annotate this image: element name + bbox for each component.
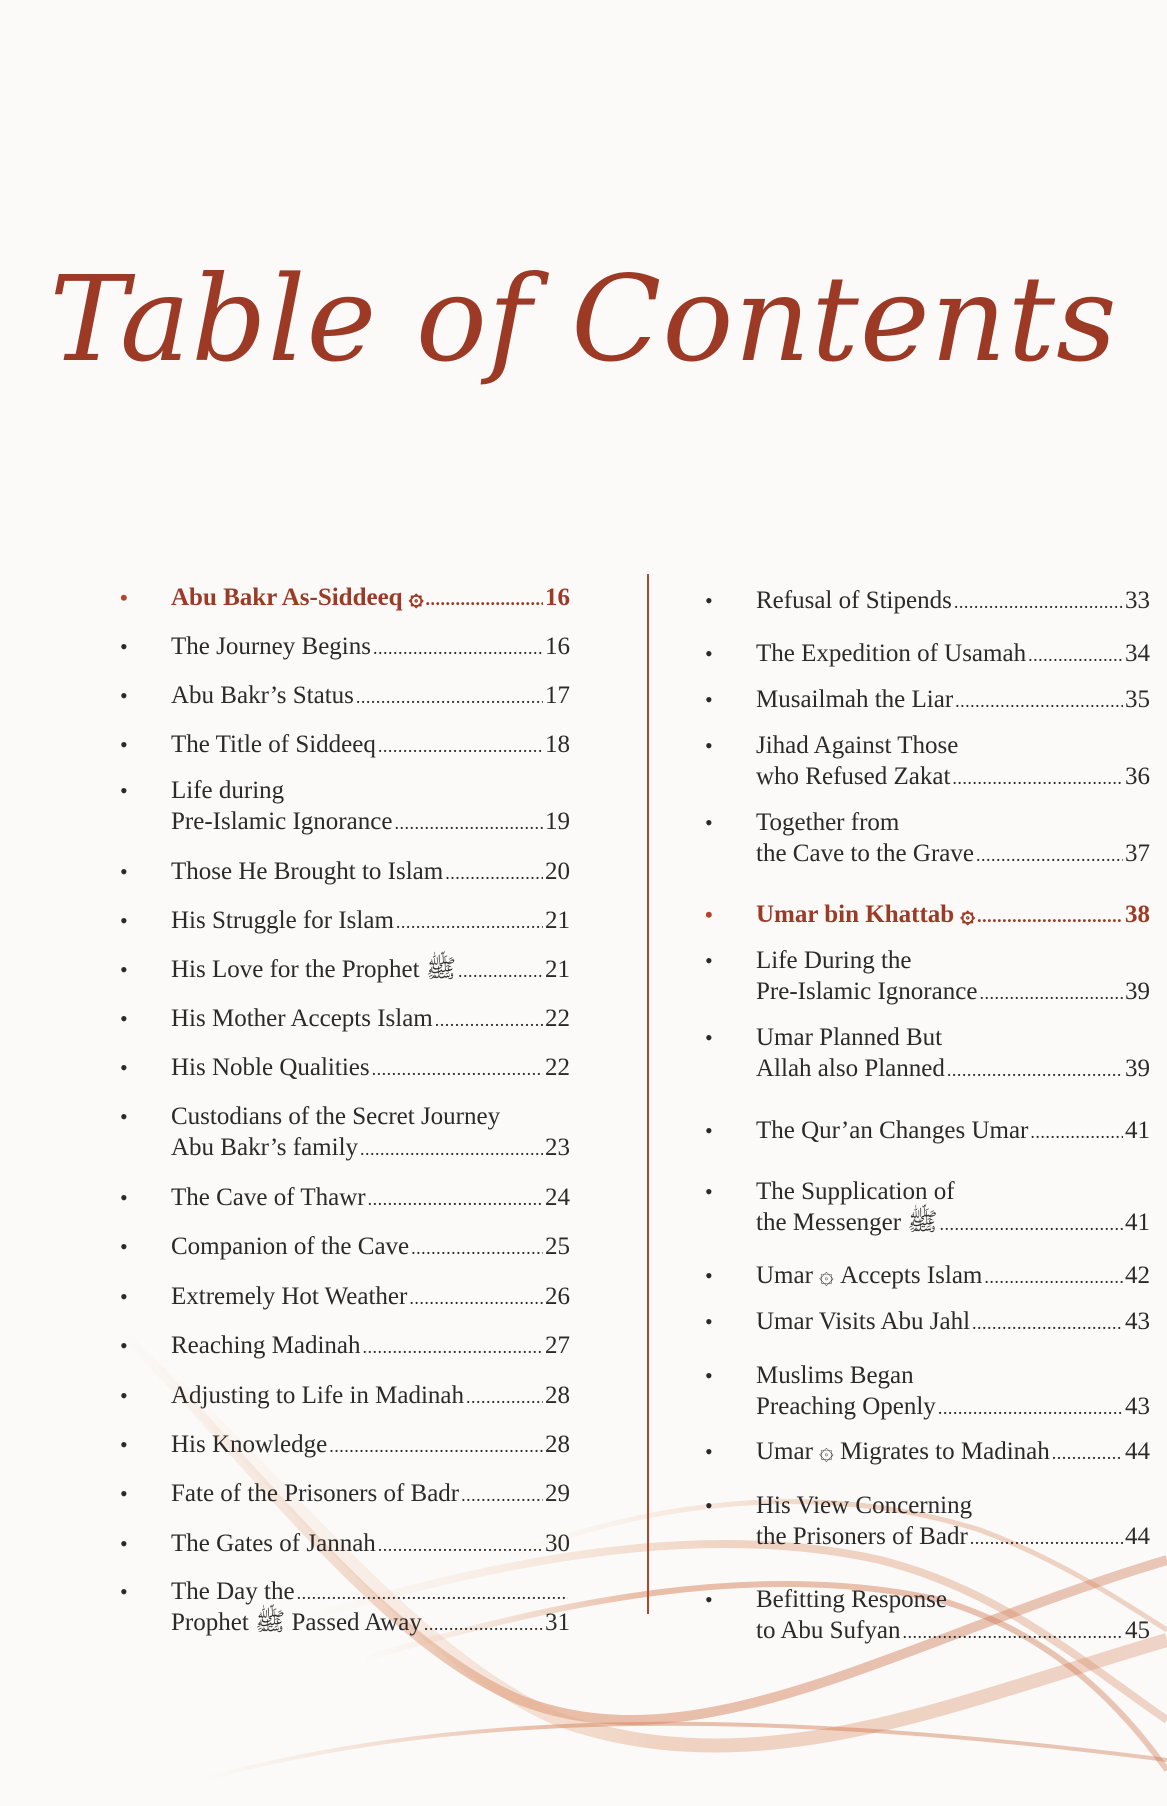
bullet: •	[120, 957, 128, 982]
entry-title-line: Muslims Began	[756, 1362, 914, 1389]
page-number: 25	[545, 1233, 570, 1260]
entry-title: The Gates of Jannah	[171, 1530, 376, 1557]
entry-title: Reaching Madinah	[171, 1332, 361, 1359]
bullet: •	[705, 948, 713, 973]
entry-title: Companion of the Cave	[171, 1233, 410, 1260]
entry-title-line: Allah also Planned	[756, 1055, 945, 1082]
page-number: 30	[545, 1530, 570, 1557]
entry-title: Refusal of Stipends	[756, 587, 952, 614]
entry-title-line: Preaching Openly	[756, 1393, 936, 1420]
bullet: •	[120, 778, 128, 803]
page-number: 35	[1125, 686, 1150, 713]
entry-title-line: the Cave to the Grave	[756, 840, 974, 867]
entry-title-line: Befitting Response	[756, 1586, 947, 1613]
page-number: 44	[1125, 1438, 1150, 1465]
column-divider	[647, 574, 649, 1614]
page-number: 21	[545, 956, 570, 983]
page-number: 39	[1125, 1055, 1150, 1082]
bullet: •	[120, 1055, 128, 1080]
bullet: •	[120, 732, 128, 757]
bullet: •	[120, 634, 128, 659]
page-number: 37	[1125, 840, 1150, 867]
bullet: •	[120, 1185, 128, 1210]
page-number: 22	[545, 1054, 570, 1081]
bullet: •	[705, 1493, 713, 1518]
entry-title: Umar bin Khattab ۞	[756, 901, 976, 928]
bullet: •	[705, 902, 713, 927]
entry-title-line: Life during	[171, 777, 285, 804]
bullet: •	[705, 1263, 713, 1288]
entry-title: Umar Visits Abu Jahl	[756, 1308, 971, 1335]
bullet: •	[705, 1363, 713, 1388]
entry-title-line: The Day the	[171, 1578, 295, 1605]
bullet: •	[120, 859, 128, 884]
bullet: •	[120, 1579, 128, 1604]
page-number: 42	[1125, 1262, 1150, 1289]
page-number: 22	[545, 1005, 570, 1032]
bullet: •	[120, 1284, 128, 1309]
entry-title: Extremely Hot Weather	[171, 1283, 408, 1310]
bullet: •	[705, 1439, 713, 1464]
page-number: 16	[545, 633, 570, 660]
page-title: Table of Contents	[49, 250, 1118, 388]
bullet: •	[120, 1104, 128, 1129]
entry-title: Abu Bakr’s Status	[171, 682, 354, 709]
entry-title: The Expedition of Usamah	[756, 640, 1027, 667]
entry-title-line: Pre-Islamic Ignorance	[756, 978, 978, 1005]
entry-title-line: the Messenger ﷺ	[756, 1209, 938, 1236]
entry-title: The Title of Siddeeq	[171, 731, 376, 758]
bullet: •	[705, 1587, 713, 1612]
entry-title: His Love for the Prophet ﷺ	[171, 956, 457, 983]
bullet: •	[120, 1006, 128, 1031]
entry-title-line: Jihad Against Those	[756, 732, 959, 759]
entry-title: The Qur’an Changes Umar	[756, 1117, 1029, 1144]
bullet: •	[120, 1531, 128, 1556]
bullet: •	[705, 1179, 713, 1204]
page-number: 43	[1125, 1393, 1150, 1420]
entry-title: His Mother Accepts Islam	[171, 1005, 433, 1032]
bullet: •	[705, 641, 713, 666]
entry-title-line: Together from	[756, 809, 900, 836]
entry-title: Umar ۞ Accepts Islam	[756, 1262, 983, 1289]
page-number: 36	[1125, 763, 1150, 790]
entry-title: His Noble Qualities	[171, 1054, 370, 1081]
page-number: 18	[545, 731, 570, 758]
bullet: •	[120, 1383, 128, 1408]
bullet: •	[705, 733, 713, 758]
page-number: 31	[545, 1609, 570, 1636]
entry-title-line: The Supplication of	[756, 1178, 955, 1205]
entry-title-line: Custodians of the Secret Journey	[171, 1103, 501, 1130]
bullet: •	[120, 683, 128, 708]
page-number: 29	[545, 1480, 570, 1507]
bullet: •	[120, 908, 128, 933]
page-number: 28	[545, 1382, 570, 1409]
entry-title: Adjusting to Life in Madinah	[171, 1382, 465, 1409]
page-number: 23	[545, 1134, 570, 1161]
page-number: 34	[1125, 640, 1150, 667]
entry-title: Abu Bakr As-Siddeeq ۞	[171, 584, 424, 611]
entry-title: Those He Brought to Islam	[171, 858, 444, 885]
bullet: •	[705, 687, 713, 712]
page-number: 19	[545, 808, 570, 835]
page-number: 33	[1125, 587, 1150, 614]
bullet: •	[705, 588, 713, 613]
bullet: •	[705, 1025, 713, 1050]
page-number: 26	[545, 1283, 570, 1310]
entry-title-line: His View Concerning	[756, 1492, 973, 1519]
entry-title: The Cave of Thawr	[171, 1184, 366, 1211]
page-number: 16	[545, 584, 570, 611]
entry-title-line: Umar Planned But	[756, 1024, 943, 1051]
entry-title: Fate of the Prisoners of Badr	[171, 1480, 460, 1507]
bullet: •	[120, 1481, 128, 1506]
entry-title-line: who Refused Zakat	[756, 763, 951, 790]
page-number: 20	[545, 858, 570, 885]
entry-title: His Struggle for Islam	[171, 907, 394, 934]
entry-title: Musailmah the Liar	[756, 686, 954, 713]
entry-title-line: to Abu Sufyan	[756, 1617, 901, 1644]
entry-title-line: Abu Bakr’s family	[171, 1134, 359, 1161]
bullet: •	[120, 1432, 128, 1457]
bullet: •	[120, 585, 128, 610]
page-number: 43	[1125, 1308, 1150, 1335]
page-number: 21	[545, 907, 570, 934]
page-number: 39	[1125, 978, 1150, 1005]
bullet: •	[705, 1309, 713, 1334]
page-number: 44	[1125, 1523, 1150, 1550]
entry-title: Umar ۞ Migrates to Madinah	[756, 1438, 1050, 1465]
entry-title: His Knowledge	[171, 1431, 328, 1458]
bullet: •	[120, 1234, 128, 1259]
bullet: •	[705, 810, 713, 835]
entry-title: The Journey Begins	[171, 633, 371, 660]
bullet: •	[120, 1333, 128, 1358]
page-number: 17	[545, 682, 570, 709]
page-number: 45	[1125, 1617, 1150, 1644]
bullet: •	[705, 1118, 713, 1143]
page-number: 41	[1125, 1117, 1150, 1144]
entry-title-line: Pre-Islamic Ignorance	[171, 808, 393, 835]
entry-title-line: Prophet ﷺ Passed Away	[171, 1609, 422, 1636]
entry-title-line: Life During the	[756, 947, 912, 974]
page-number: 27	[545, 1332, 570, 1359]
page-number: 24	[545, 1184, 570, 1211]
page-number: 41	[1125, 1209, 1150, 1236]
page-number: 38	[1125, 901, 1150, 928]
entry-title-line: the Prisoners of Badr	[756, 1523, 968, 1550]
page-number: 28	[545, 1431, 570, 1458]
